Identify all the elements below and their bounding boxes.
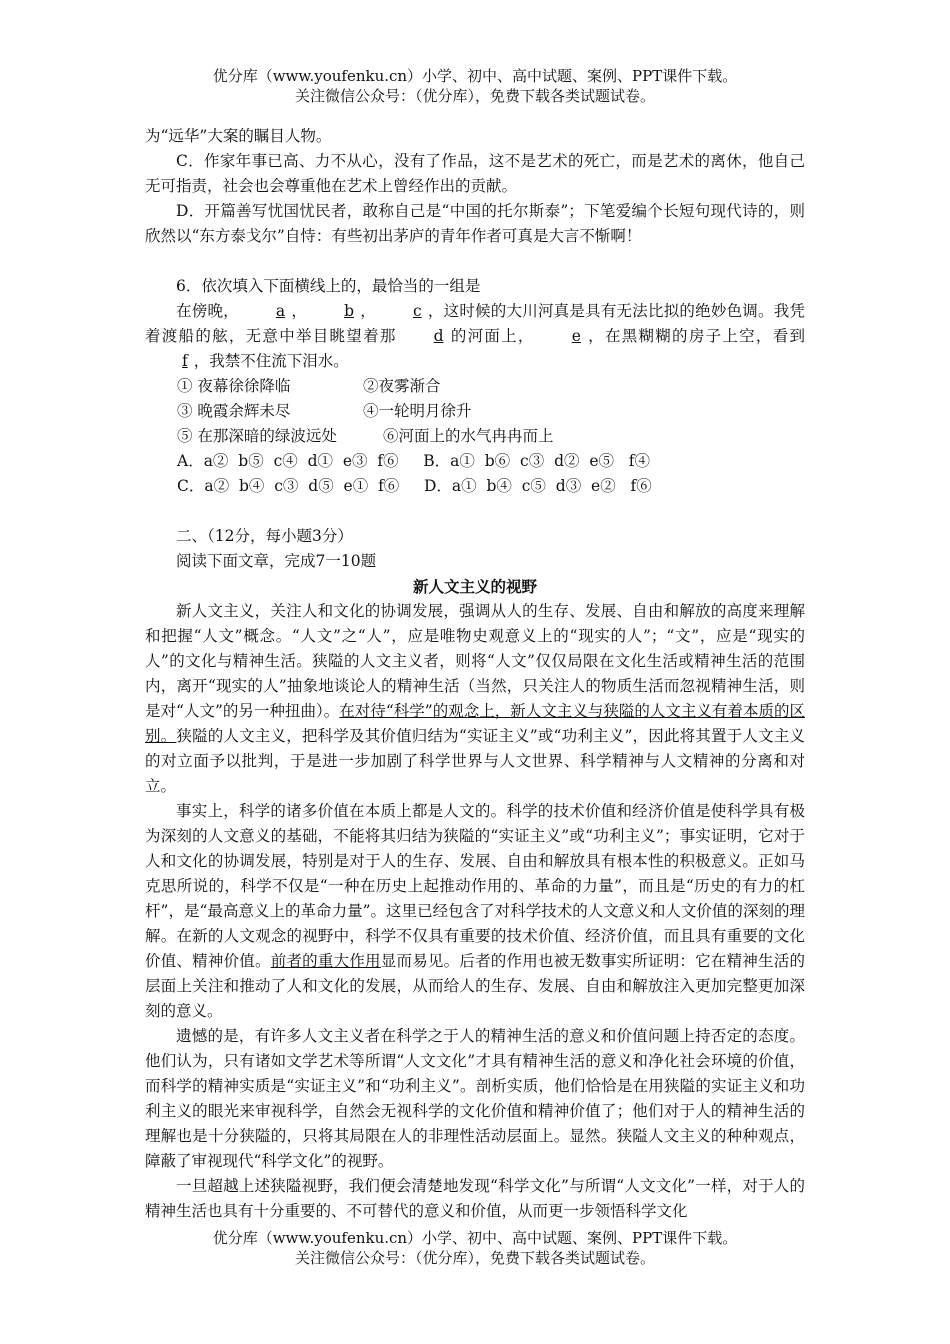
underlined-phrase: 前者的重大作用 — [270, 952, 381, 970]
phrase-1: ① 夜幕徐徐降临 — [177, 377, 291, 395]
phrase-6: ⑥河面上的水气冉冉而上 — [383, 427, 554, 445]
blank-d: d — [433, 327, 444, 345]
blank-f: f — [182, 352, 188, 370]
q6-answers-cd: C．a② b④ c③ d⑤ e① f⑥ D．a① b④ c⑤ d③ e② f⑥ — [177, 477, 652, 495]
q6-phrase-options — [177, 374, 805, 499]
section-2-instructions: 阅读下面文章，完成7一10题 — [176, 552, 377, 570]
footer-line-2: 关注微信公众号：（优分库），免费下载各类试题试卷。 — [294, 1249, 655, 1267]
blank-b: b — [344, 302, 355, 320]
blank-a: a — [275, 302, 286, 320]
document-body — [145, 124, 805, 1224]
phrase-5: ⑤ 在那深暗的绿波远处 — [177, 427, 337, 445]
page-footer — [0, 1228, 950, 1268]
q6-passage: 在傍晚， a ， b ， c ，这时候的大川河真是具有无法比拟的绝妙色调。我凭着渡船的舷，无意中举目眺望着那 d 的河面上， e ，在黑糊糊的房子上空，看到f ，我禁不住流下泪水。 — [145, 299, 805, 374]
article-paragraph-4: 一旦超越上述狭隘视野，我们便会清楚地发现“科学文化”与所谓“人文文化”一样，对于人的精神生活也具有十分重要的、不可替代的意义和价值，从而更一步领悟科学文化 — [145, 1177, 805, 1220]
footer-line-1: 优分库（www.youfenku.cn）小学、初中、高中试题、案例、PPT课件下载。 — [212, 1229, 738, 1247]
blank-c: c — [412, 302, 422, 320]
underlined-sentence: 在对待“科学”的观念上，新人文主义与狭隘的人文主义有着本质的区别。 — [145, 702, 805, 745]
article-paragraph-3: 遗憾的是，有许多人文主义者在科学之于人的精神生活的意义和价值问题上持否定的态度。他们认为，只有诸如文学艺术等所谓“人文文化”才具有精神生活的意义和净化社会环境的价值，而科学的精神实质是“实证主义”和“功利主义”。剖析实质，他们恰恰是在用狭隘的实证主义和功利主义的眼光来审视科学，自然会无视科学的文化价值和精神价值了；他们对于人的精神生活的理解也是十分狭隘的，只将其局限在人的非理性活动层面上。显然。狭隘人文主义的种种观点，障蔽了审视现代“科学文化”的视野。 — [145, 1027, 805, 1170]
article-paragraph-1: 新人文主义，关注人和文化的协调发展，强调从人的生存、发展、自由和解放的高度来理解和把握“人文”概念。“人文”之“人”，应是唯物史观意义上的“现实的人”；“文”，应是“现实的人”的文化与精神生活。狭隘的人文主义者，则将“人文”仅仅局限在文化生活或精神生活的范围内，离开“现实的人”抽象地谈论人的精神生活（当然，只关注人的物质生活而忽视精神生活，则是对“人文”的另一种扭曲）。在对待“科学”的观念上，新人文主义与狭隘的人文主义有着本质的区别。狭隘的人文主义，把科学及其价值归结为“实证主义”或“功利主义”，因此将其置于人文主义的对立面予以批判，于是进一步加剧了科学世界与人文世界、科学精神与人文精神的分离和对立。 — [145, 602, 805, 795]
q5-continuation: 为“远华”大案的瞩目人物。 — [145, 127, 332, 145]
q5-option-c: C．作家年事已高、力不从心，没有了作品，这不是艺术的死亡，而是艺术的离休，他自己无可指责，社会也会尊重他在艺术上曾经作出的贡献。 — [145, 152, 805, 195]
phrase-3: ③ 晚霞余辉未尽 — [177, 402, 291, 420]
phrase-2: ②夜雾渐合 — [363, 377, 441, 395]
page-header — [0, 66, 950, 106]
article-title: 新人文主义的视野 — [412, 577, 537, 596]
article-paragraph-2: 事实上，科学的诸多价值在本质上都是人文的。科学的技术价值和经济价值是使科学具有极为深刻的人文意义的基础，不能将其归结为狭隘的“实证主义”或“功利主义”；事实证明，它对于人和文化的协调发展，特别是对于人的生存、发展、自由和解放具有根本性的积极意义。正如马克思所说的，科学不仅是“一种在历史上起推动作用的、革命的力量”，而且是“历史的有力的杠杆”，是“最高意义上的革命力量”。这里已经包含了对科学技术的人文意义和人文价值的深刻的理解。在新的人文观念的视野中，科学不仅具有重要的技术价值、经济价值，而且具有重要的文化价值、精神价值。前者的重大作用显而易见。后者的作用也被无数事实所证明：它在精神生活的层面上关注和推动了人和文化的发展，从而给人的生存、发展、自由和解放注入更加完整更加深刻的意义。 — [145, 802, 805, 1020]
q5-option-d: D．开篇善写忧国忧民者，敢称自己是“中国的托尔斯泰”；下笔爱编个长短句现代诗的，则欣然以“东方泰戈尔”自恃：有些初出茅庐的青年作者可真是大言不惭啊！ — [145, 202, 805, 245]
header-line-2: 关注微信公众号：（优分库），免费下载各类试题试卷。 — [294, 87, 655, 105]
q6-stem: 6．依次填入下面横线上的，最恰当的一组是 — [176, 277, 481, 295]
phrase-4: ④一轮明月徐升 — [363, 402, 472, 420]
blank-e: e — [571, 327, 581, 345]
header-line-1: 优分库（www.youfenku.cn）小学、初中、高中试题、案例、PPT课件下载。 — [212, 67, 738, 85]
q6-answers-ab: A．a② b⑤ c④ d① e③ f⑥ B．a① b⑥ c③ d② e⑤ f④ — [177, 452, 651, 470]
section-2-heading: 二、（12分，每小题3分） — [176, 527, 353, 545]
